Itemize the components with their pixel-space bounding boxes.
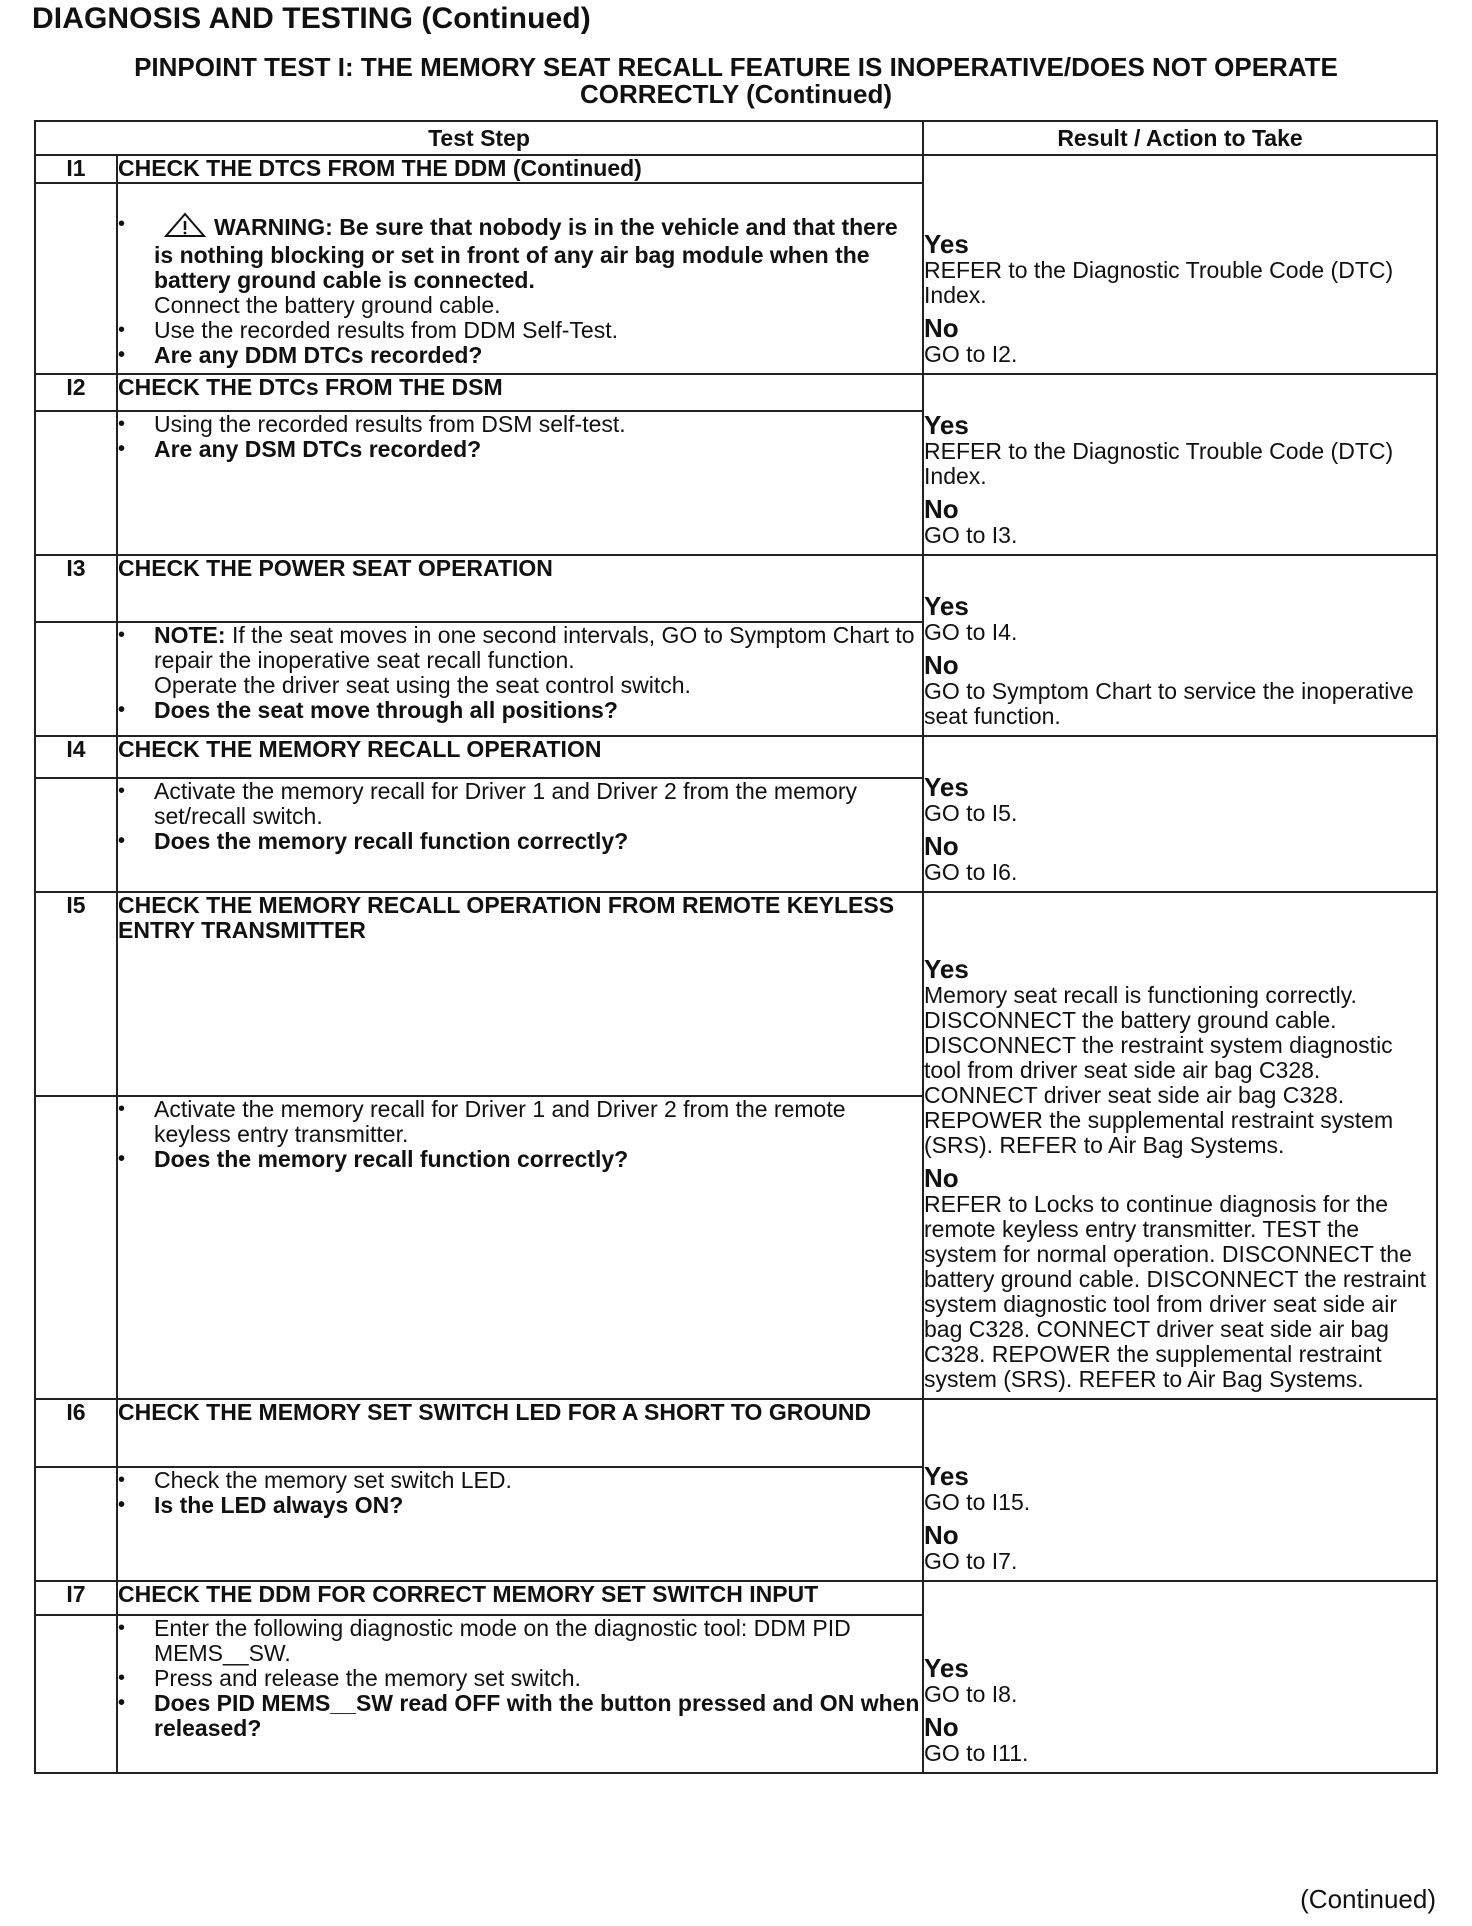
step-heading: CHECK THE DTCS FROM THE DDM (Continued) — [117, 155, 923, 183]
step-item: • Activate the memory recall for Driver 1 and Driver 2 from the remote keyless entry transmitter. — [118, 1097, 922, 1147]
step-item: • Using the recorded results from DSM self-test. — [118, 412, 922, 437]
no-label: No — [924, 1163, 959, 1193]
step-question: • Does the memory recall function correctly? — [118, 1147, 922, 1172]
yes-label: Yes — [924, 591, 969, 621]
step-row-i2-heading — [35, 374, 1437, 411]
step-id: I5 — [35, 892, 117, 1096]
result-cell — [923, 1581, 1437, 1773]
yes-action: Memory seat recall is functioning correctly. DISCONNECT the battery ground cable. DISCONNECT the restraint system diagnostic tool from driver seat side air bag C328. CONNECT driver seat side air bag C328. REPOWER the supplemental restraint system (SRS). REFER to Air Bag Systems. — [924, 982, 1394, 1158]
step-heading: CHECK THE MEMORY RECALL OPERATION — [117, 736, 923, 778]
result-yes — [924, 1462, 1436, 1515]
yes-label: Yes — [924, 410, 969, 440]
no-action: GO to I2. — [924, 341, 1018, 367]
yes-label: Yes — [924, 772, 969, 802]
result-cell — [923, 892, 1437, 1399]
no-action: GO to I7. — [924, 1548, 1018, 1574]
continued-note: (Continued) — [1300, 1884, 1436, 1914]
result-no — [924, 1713, 1436, 1766]
step-question: • Are any DSM DTCs recorded? — [118, 437, 922, 462]
subtitle-line-1: PINPOINT TEST I: THE MEMORY SEAT RECALL FEATURE IS INOPERATIVE/DOES NOT OPERATE — [134, 52, 1338, 82]
step-heading: CHECK THE DDM FOR CORRECT MEMORY SET SWITCH INPUT — [117, 1581, 923, 1615]
yes-label: Yes — [924, 1653, 969, 1683]
result-yes — [924, 955, 1436, 1158]
step-body — [117, 1615, 923, 1773]
step-id-spacer — [35, 778, 117, 892]
step-body — [117, 1096, 923, 1399]
yes-label: Yes — [924, 1461, 969, 1491]
no-label: No — [924, 1712, 959, 1742]
step-item: • Activate the memory recall for Driver 1 and Driver 2 from the memory set/recall switch. — [118, 779, 922, 829]
result-cell — [923, 374, 1437, 555]
step-id: I1 — [35, 155, 117, 183]
step-body — [117, 622, 923, 736]
yes-label: Yes — [924, 954, 969, 984]
result-cell — [923, 1399, 1437, 1581]
step-question: • Is the LED always ON? — [118, 1493, 922, 1518]
step-id: I6 — [35, 1399, 117, 1467]
result-no — [924, 832, 1436, 885]
yes-action: REFER to the Diagnostic Trouble Code (DTC) Index. — [924, 257, 1394, 308]
step-id-spacer — [35, 1467, 117, 1581]
step-question: • Does the memory recall function correctly? — [118, 829, 922, 854]
note-text: If the seat moves in one second intervals, GO to Symptom Chart to repair the inoperative seat recall function. — [154, 622, 915, 673]
result-cell — [923, 736, 1437, 892]
step-item: • Use the recorded results from DDM Self-Test. — [118, 318, 922, 343]
result-no — [924, 314, 1436, 367]
warning-followup: Connect the battery ground cable. — [154, 291, 501, 318]
result-yes — [924, 773, 1436, 826]
step-body — [117, 411, 923, 555]
no-label: No — [924, 831, 959, 861]
step-row-i6-heading — [35, 1399, 1437, 1467]
step-heading: CHECK THE POWER SEAT OPERATION — [117, 555, 923, 622]
no-action: GO to Symptom Chart to service the inoperative seat function. — [924, 678, 1414, 729]
pinpoint-test-table — [34, 120, 1438, 1774]
step-item: • Enter the following diagnostic mode on the diagnostic tool: DDM PID MEMS__SW. — [118, 1616, 922, 1666]
step-row-i3-heading — [35, 555, 1437, 622]
result-no — [924, 495, 1436, 548]
result-cell — [923, 555, 1437, 736]
no-label: No — [924, 650, 959, 680]
yes-label: Yes — [924, 229, 969, 259]
warning-triangle-icon — [164, 212, 206, 243]
step-question: • Does PID MEMS__SW read OFF with the button pressed and ON when released? — [118, 1691, 922, 1741]
result-yes — [924, 230, 1436, 308]
step-id-spacer — [35, 1096, 117, 1399]
no-action: GO to I6. — [924, 859, 1018, 885]
no-action: GO to I3. — [924, 522, 1018, 548]
step-id: I7 — [35, 1581, 117, 1615]
result-header: Result / Action to Take — [923, 121, 1437, 155]
no-label: No — [924, 1520, 959, 1550]
step-item: • Press and release the memory set switch. — [118, 1666, 922, 1691]
no-label: No — [924, 494, 959, 524]
no-action: GO to I11. — [924, 1740, 1029, 1766]
result-cell — [923, 155, 1437, 374]
step-id-spacer — [35, 411, 117, 555]
result-no — [924, 1164, 1436, 1392]
step-heading: CHECK THE MEMORY SET SWITCH LED FOR A SHORT TO GROUND — [117, 1399, 923, 1467]
step-row-i1-heading — [35, 155, 1437, 183]
step-row-i7-heading — [35, 1581, 1437, 1615]
step-heading: CHECK THE MEMORY RECALL OPERATION FROM REMOTE KEYLESS ENTRY TRANSMITTER — [117, 892, 923, 1096]
step-question: • Are any DDM DTCs recorded? — [118, 343, 922, 368]
result-yes — [924, 1654, 1436, 1707]
yes-action: GO to I15. — [924, 1489, 1031, 1515]
result-no — [924, 1521, 1436, 1574]
subtitle-line-2: CORRECTLY (Continued) — [580, 79, 892, 109]
step-id: I4 — [35, 736, 117, 778]
note-label: NOTE: — [154, 622, 226, 648]
step-id-spacer — [35, 183, 117, 374]
yes-action: GO to I4. — [924, 619, 1018, 645]
step-body — [117, 1467, 923, 1581]
step-question: • Does the seat move through all positions? — [118, 698, 922, 723]
step-row-i5-heading — [35, 892, 1437, 1096]
step-heading: CHECK THE DTCs FROM THE DSM — [117, 374, 923, 411]
step-id-spacer — [35, 1615, 117, 1773]
result-no — [924, 651, 1436, 729]
test-step-header: Test Step — [35, 121, 923, 155]
yes-action: GO to I8. — [924, 1681, 1018, 1707]
warning-text: WARNING: Be sure that nobody is in the vehicle and that there is nothing blocking or set in front of any air bag module when the battery ground cable is connected. — [154, 213, 898, 293]
no-action: REFER to Locks to continue diagnosis for the remote keyless entry transmitter. TEST the system for normal operation. DISCONNECT the battery ground cable. DISCONNECT the restraint system diagnostic tool from driver seat side air bag C328. CONNECT driver seat side air bag C328. REPOWER the supplemental restraint system (SRS). REFER to Air Bag Systems. — [924, 1191, 1426, 1392]
step-body — [117, 778, 923, 892]
pinpoint-test-title — [34, 54, 1438, 108]
step-item: • Check the memory set switch LED. — [118, 1468, 922, 1493]
step-id: I3 — [35, 555, 117, 622]
result-yes — [924, 592, 1436, 645]
page-title: DIAGNOSIS AND TESTING (Continued) — [32, 2, 591, 35]
note-followup: Operate the driver seat using the seat control switch. — [154, 672, 691, 698]
step-id-spacer — [35, 622, 117, 736]
result-yes — [924, 411, 1436, 489]
step-id: I2 — [35, 374, 117, 411]
step-body — [117, 183, 923, 374]
warning-item — [118, 212, 922, 293]
note-item — [118, 623, 922, 673]
yes-action: GO to I5. — [924, 800, 1018, 826]
step-row-i4-heading — [35, 736, 1437, 778]
table-header-row — [35, 121, 1437, 155]
yes-action: REFER to the Diagnostic Trouble Code (DTC) Index. — [924, 438, 1394, 489]
no-label: No — [924, 313, 959, 343]
